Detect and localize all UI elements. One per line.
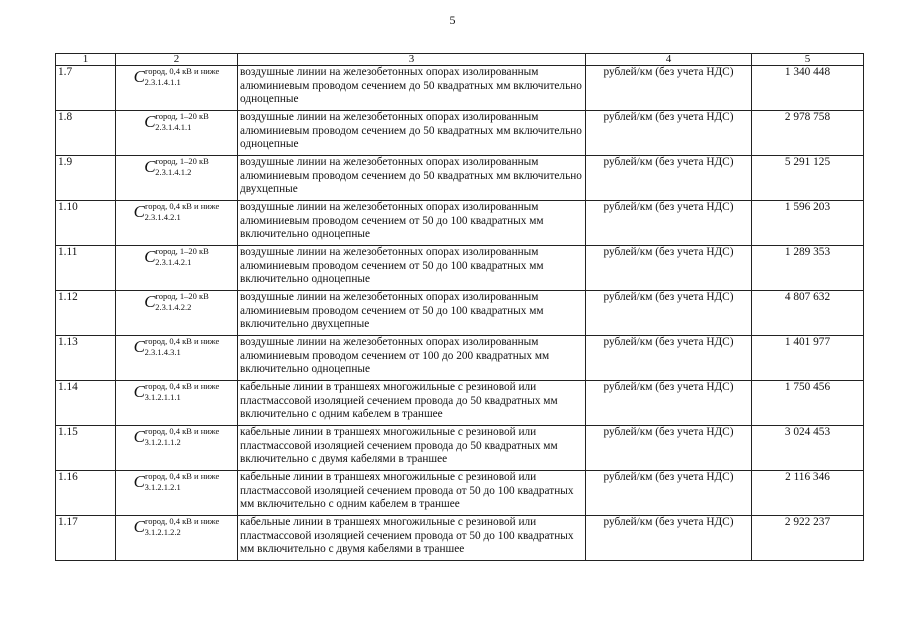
tariff-formula xyxy=(134,202,220,222)
page-number: 5 xyxy=(449,13,456,27)
unit-of-measure: рублей/км (без учета НДС) xyxy=(586,291,752,336)
tariff-value: 1 750 456 xyxy=(752,381,864,426)
header-col-4: 4 xyxy=(586,54,752,66)
table-row xyxy=(56,516,864,561)
tariff-value: 4 807 632 xyxy=(752,291,864,336)
tariff-formula xyxy=(134,67,220,87)
line-description: воздушные линии на железобетонных опорах изолированным алюминиевым проводом сечением до 50 квадратных мм включительно двухцепные xyxy=(238,156,586,201)
tariff-formula xyxy=(134,472,220,492)
formula-symbol: C xyxy=(133,337,145,356)
header-col-2: 2 xyxy=(116,54,238,66)
formula-symbol: C xyxy=(133,472,145,491)
row-number: 1.10 xyxy=(56,201,116,246)
tariff-value: 1 401 977 xyxy=(752,336,864,381)
table-header-row xyxy=(56,54,864,66)
tariff-code xyxy=(116,246,238,291)
tariff-code xyxy=(116,291,238,336)
formula-symbol: C xyxy=(133,382,145,401)
formula-superscript: город, 1–20 кВ xyxy=(155,246,209,256)
table-row xyxy=(56,201,864,246)
table-row xyxy=(56,66,864,111)
formula-superscript: город, 0,4 кВ и ниже xyxy=(145,201,220,211)
tariff-code xyxy=(116,156,238,201)
formula-subscript: 3.1.2.1.2.2 xyxy=(144,527,181,537)
row-number: 1.7 xyxy=(56,66,116,111)
line-description: воздушные линии на железобетонных опорах изолированным алюминиевым проводом сечением от 50 до 100 квадратных мм включительно одноцепные xyxy=(238,201,586,246)
row-number: 1.17 xyxy=(56,516,116,561)
table-row xyxy=(56,156,864,201)
formula-symbol: C xyxy=(133,67,145,86)
tariff-code xyxy=(116,66,238,111)
unit-of-measure: рублей/км (без учета НДС) xyxy=(586,426,752,471)
tariff-value: 2 978 758 xyxy=(752,111,864,156)
line-description: воздушные линии на железобетонных опорах изолированным алюминиевым проводом сечением от 100 до 200 квадратных мм включительно одноцепные xyxy=(238,336,586,381)
formula-symbol: C xyxy=(144,112,156,131)
formula-subscript: 3.1.2.1.1.2 xyxy=(144,437,181,447)
header-col-5: 5 xyxy=(752,54,864,66)
line-description: воздушные линии на железобетонных опорах изолированным алюминиевым проводом сечением от 50 до 100 квадратных мм включительно двухцепные xyxy=(238,291,586,336)
tariff-code xyxy=(116,381,238,426)
row-number: 1.15 xyxy=(56,426,116,471)
unit-of-measure: рублей/км (без учета НДС) xyxy=(586,246,752,291)
tariff-code xyxy=(116,201,238,246)
formula-symbol: C xyxy=(144,247,156,266)
unit-of-measure: рублей/км (без учета НДС) xyxy=(586,336,752,381)
table-row xyxy=(56,426,864,471)
table-row xyxy=(56,336,864,381)
formula-subscript: 3.1.2.1.1.1 xyxy=(144,392,181,402)
line-description: кабельные линии в траншеях многожильные с резиновой или пластмассовой изоляцией сечением провода до 50 квадратных мм включительно с двумя кабелями в траншее xyxy=(238,426,586,471)
table-row xyxy=(56,381,864,426)
formula-symbol: C xyxy=(133,427,145,446)
table-row xyxy=(56,471,864,516)
formula-superscript: город, 1–20 кВ xyxy=(155,111,209,121)
header-col-3: 3 xyxy=(238,54,586,66)
row-number: 1.14 xyxy=(56,381,116,426)
line-description: воздушные линии на железобетонных опорах изолированным алюминиевым проводом сечением до 50 квадратных мм включительно одноцепные xyxy=(238,66,586,111)
unit-of-measure: рублей/км (без учета НДС) xyxy=(586,381,752,426)
tariff-value: 1 596 203 xyxy=(752,201,864,246)
tariff-value: 2 922 237 xyxy=(752,516,864,561)
tariff-value: 1 340 448 xyxy=(752,66,864,111)
line-description: кабельные линии в траншеях многожильные с резиновой или пластмассовой изоляцией сечением провода от 50 до 100 квадратных мм включительно с двумя кабелями в траншее xyxy=(238,516,586,561)
formula-symbol: C xyxy=(133,517,145,536)
tariff-formula xyxy=(144,247,209,267)
tariff-formula xyxy=(134,337,220,357)
tariff-value: 1 289 353 xyxy=(752,246,864,291)
formula-superscript: город, 0,4 кВ и ниже xyxy=(145,66,220,76)
tariff-formula xyxy=(134,427,220,447)
table-row xyxy=(56,111,864,156)
unit-of-measure: рублей/км (без учета НДС) xyxy=(586,201,752,246)
formula-symbol: C xyxy=(144,157,156,176)
tariff-formula xyxy=(144,157,209,177)
formula-subscript: 2.3.1.4.2.2 xyxy=(155,302,192,312)
line-description: воздушные линии на железобетонных опорах изолированным алюминиевым проводом сечением до 50 квадратных мм включительно одноцепные xyxy=(238,111,586,156)
tariff-value: 2 116 346 xyxy=(752,471,864,516)
formula-superscript: город, 0,4 кВ и ниже xyxy=(145,471,220,481)
formula-superscript: город, 0,4 кВ и ниже xyxy=(145,336,220,346)
formula-subscript: 2.3.1.4.2.1 xyxy=(144,212,181,222)
row-number: 1.13 xyxy=(56,336,116,381)
table-row xyxy=(56,246,864,291)
tariff-code xyxy=(116,336,238,381)
formula-symbol: C xyxy=(133,202,145,221)
tariff-table xyxy=(55,53,864,561)
line-description: кабельные линии в траншеях многожильные с резиновой или пластмассовой изоляцией сечением провода от 50 до 100 квадратных мм включительно с одним кабелем в траншее xyxy=(238,471,586,516)
line-description: воздушные линии на железобетонных опорах изолированным алюминиевым проводом сечением от 50 до 100 квадратных мм включительно одноцепные xyxy=(238,246,586,291)
formula-subscript: 2.3.1.4.1.1 xyxy=(155,122,192,132)
tariff-code xyxy=(116,111,238,156)
row-number: 1.9 xyxy=(56,156,116,201)
row-number: 1.11 xyxy=(56,246,116,291)
unit-of-measure: рублей/км (без учета НДС) xyxy=(586,66,752,111)
unit-of-measure: рублей/км (без учета НДС) xyxy=(586,111,752,156)
unit-of-measure: рублей/км (без учета НДС) xyxy=(586,471,752,516)
row-number: 1.8 xyxy=(56,111,116,156)
formula-superscript: город, 1–20 кВ xyxy=(155,156,209,166)
tariff-code xyxy=(116,426,238,471)
tariff-code xyxy=(116,471,238,516)
unit-of-measure: рублей/км (без учета НДС) xyxy=(586,516,752,561)
formula-superscript: город, 0,4 кВ и ниже xyxy=(145,426,220,436)
formula-subscript: 3.1.2.1.2.1 xyxy=(144,482,181,492)
tariff-formula xyxy=(134,382,220,402)
formula-subscript: 2.3.1.4.1.1 xyxy=(144,77,181,87)
formula-symbol: C xyxy=(144,292,156,311)
tariff-formula xyxy=(144,292,209,312)
tariff-value: 3 024 453 xyxy=(752,426,864,471)
table-row xyxy=(56,291,864,336)
formula-superscript: город, 1–20 кВ xyxy=(155,291,209,301)
formula-superscript: город, 0,4 кВ и ниже xyxy=(145,381,220,391)
row-number: 1.16 xyxy=(56,471,116,516)
formula-subscript: 2.3.1.4.1.2 xyxy=(155,167,192,177)
formula-subscript: 2.3.1.4.3.1 xyxy=(144,347,181,357)
tariff-formula xyxy=(134,517,220,537)
tariff-value: 5 291 125 xyxy=(752,156,864,201)
tariff-formula xyxy=(144,112,209,132)
header-col-1: 1 xyxy=(56,54,116,66)
tariff-code xyxy=(116,516,238,561)
formula-subscript: 2.3.1.4.2.1 xyxy=(155,257,192,267)
unit-of-measure: рублей/км (без учета НДС) xyxy=(586,156,752,201)
line-description: кабельные линии в траншеях многожильные с резиновой или пластмассовой изоляцией сечением провода до 50 квадратных мм включительно с одним кабелем в траншее xyxy=(238,381,586,426)
row-number: 1.12 xyxy=(56,291,116,336)
formula-superscript: город, 0,4 кВ и ниже xyxy=(145,516,220,526)
